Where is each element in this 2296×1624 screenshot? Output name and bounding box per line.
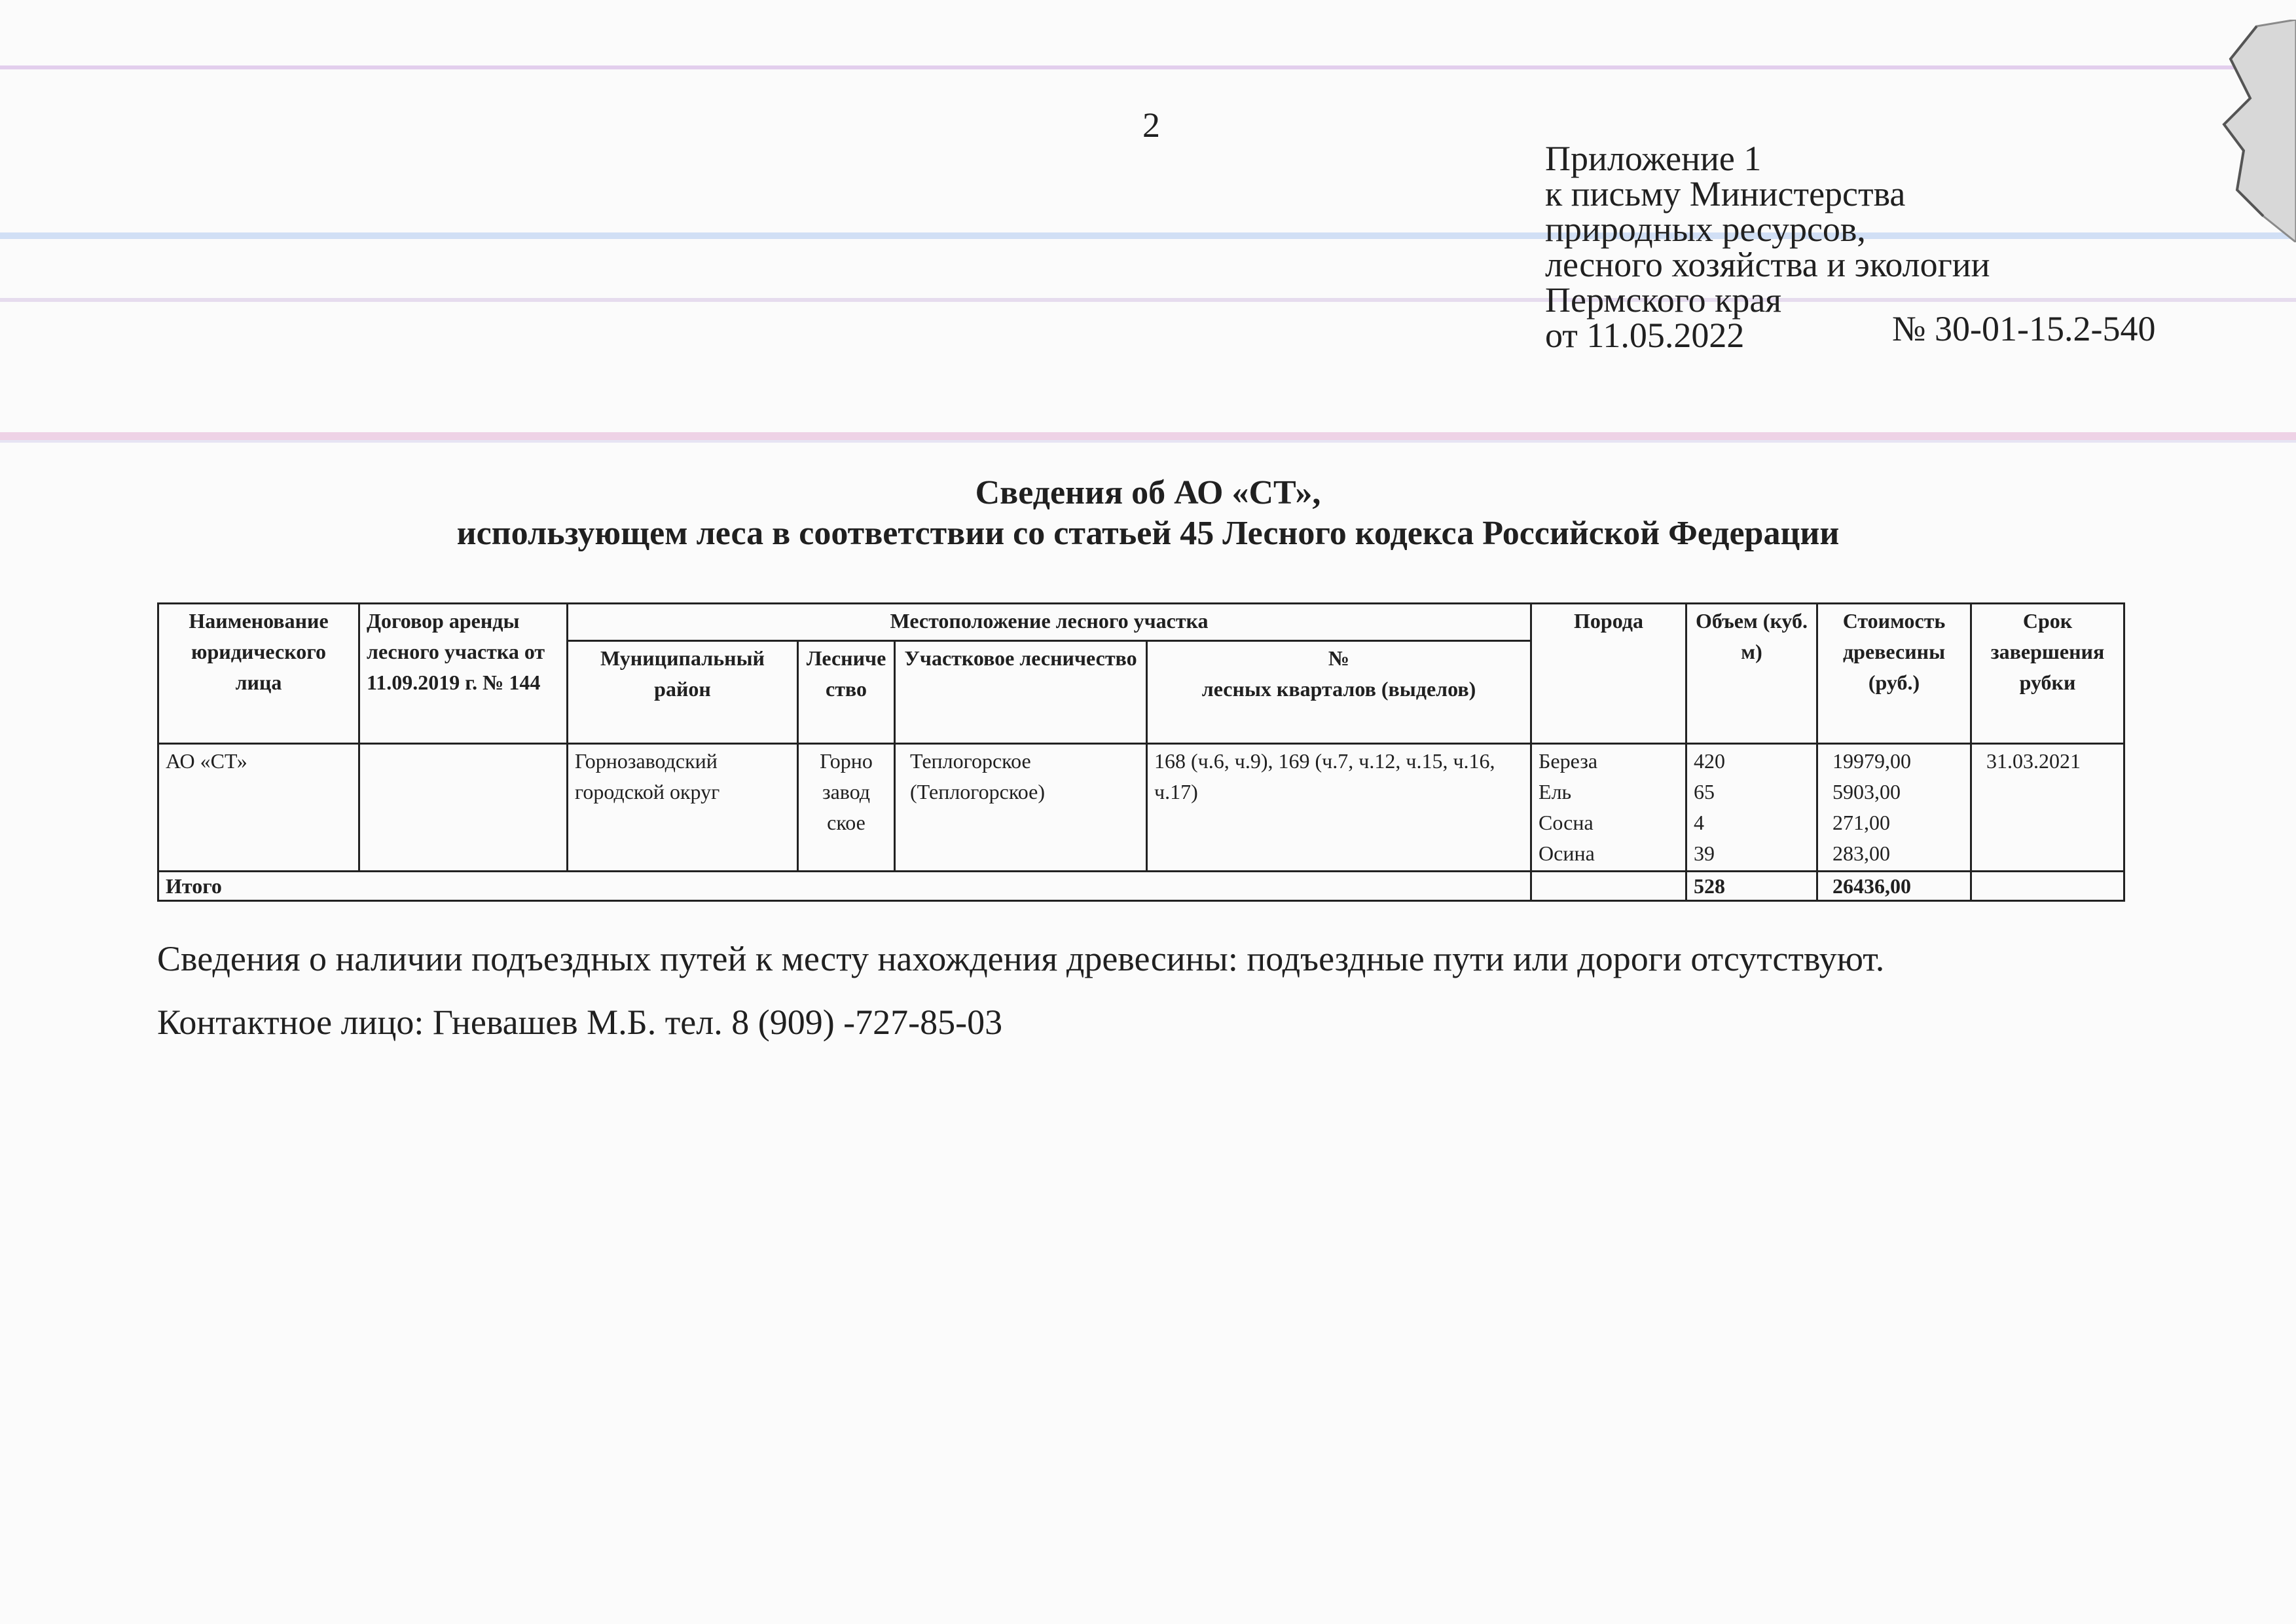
access-roads-note: Сведения о наличии подъездных путей к месту нахождения древесины: подъездные пути или дороги отсутствуют. [157, 939, 1885, 978]
total-species-empty [1531, 872, 1686, 901]
title-line-1: Сведения об АО «СТ», [975, 474, 1321, 511]
annex-line: Приложение 1 [1545, 139, 1762, 178]
page-number: 2 [1142, 105, 1160, 145]
cell-costs: 19979,00 5903,00 271,00 283,00 [1817, 744, 1971, 872]
scan-artifact-line [0, 432, 2296, 440]
title-line-2: использующем леса в соответствии со статьей 45 Лесного кодекса Российской Федерации [456, 515, 1840, 552]
header-forestry: Лесниче ство [798, 641, 895, 744]
scan-artifact-line [0, 440, 2296, 443]
annex-line: лесного хозяйства и экологии [1545, 245, 1990, 284]
cell-deadline: 31.03.2021 [1971, 744, 2124, 872]
header-cost: Стоимость древесины (руб.) [1817, 604, 1971, 744]
forest-plot-table [157, 602, 2125, 902]
header-forest-quarters: № лесных кварталов (выделов) [1147, 641, 1531, 744]
table-total-row [158, 872, 2124, 901]
table-header-row [158, 604, 2124, 641]
contact-person-note: Контактное лицо: Гневашев М.Б. тел. 8 (909) -727-85-03 [157, 1003, 1003, 1042]
scan-artifact-line [0, 65, 2296, 69]
cell-species: Береза Ель Сосна Осина [1531, 744, 1686, 872]
header-lease-contract: Договор аренды лесного участка от 11.09.2019 г. № 144 [359, 604, 568, 744]
total-cost: 26436,00 [1817, 872, 1971, 901]
cell-forest-quarters: 168 (ч.6, ч.9), 169 (ч.7, ч.12, ч.15, ч.16, ч.17) [1147, 744, 1531, 872]
cell-legal-entity: АО «СТ» [158, 744, 359, 872]
total-volume: 528 [1686, 872, 1817, 901]
header-municipal-district: Муниципальный район [568, 641, 798, 744]
cell-forestry: Горно завод ское [798, 744, 895, 872]
torn-paper-corner [2211, 20, 2296, 242]
annex-line: Пермского края [1545, 280, 1782, 320]
header-plot-location: Местоположение лесного участка [568, 604, 1531, 641]
header-species: Порода [1531, 604, 1686, 744]
annex-date: от 11.05.2022 [1545, 316, 1745, 355]
header-district-forestry: Участковое лесничество [895, 641, 1147, 744]
header-deadline: Срок завершения рубки [1971, 604, 2124, 744]
cell-volumes: 420 65 4 39 [1686, 744, 1817, 872]
document-title [0, 473, 2296, 554]
annex-line: природных ресурсов, [1545, 210, 1866, 249]
cell-municipal-district: Горнозаводский городской округ [568, 744, 798, 872]
total-deadline-empty [1971, 872, 2124, 901]
cell-lease-contract [359, 744, 568, 872]
cell-district-forestry: Теплогорское (Теплогорское) [895, 744, 1147, 872]
annex-block [1545, 139, 2156, 355]
annex-letter-number: № 30-01-15.2-540 [1892, 309, 2156, 348]
total-label: Итого [158, 872, 1531, 901]
header-volume: Объем (куб. м) [1686, 604, 1817, 744]
annex-line: к письму Министерства [1545, 174, 1906, 213]
header-legal-entity: Наименование юридического лица [158, 604, 359, 744]
table-row [158, 744, 2124, 872]
